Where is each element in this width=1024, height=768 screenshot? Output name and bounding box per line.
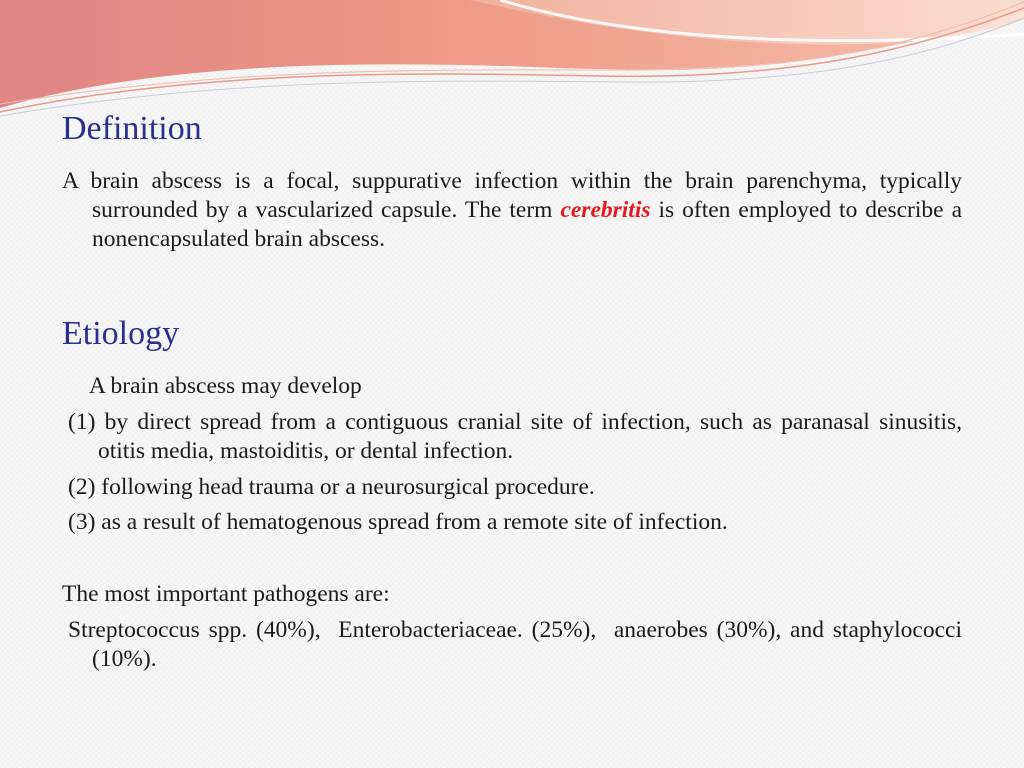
definition-text-start: A brain abscess is a focal, suppurative infection within the brain parenchyma, typically surrounded by a vascularized capsule. The term bbox=[62, 168, 962, 223]
cerebritis-emphasis: cerebritis bbox=[560, 197, 651, 223]
definition-text-end: is often employed to describe a nonencapsulated brain abscess. bbox=[92, 197, 962, 252]
pathogens-list: Streptococcus spp. (40%), Enterobacteriaceae. (25%), anaerobes (30%), and staphylococci (10%). bbox=[68, 617, 968, 672]
etiology-item-1: (1) by direct spread from a contiguous cranial site of infection, such as paranasal sinusitis, otitis media, mastoiditis, or dental infection. bbox=[68, 409, 962, 464]
definition-paragraph bbox=[62, 167, 962, 254]
etiology-heading: Etiology bbox=[62, 315, 180, 352]
etiology-intro: A brain abscess may develop bbox=[89, 373, 362, 399]
etiology-item-2: (2) following head trauma or a neurosurgical procedure. bbox=[68, 474, 595, 500]
etiology-item-3: (3) as a result of hematogenous spread from a remote site of infection. bbox=[68, 509, 728, 535]
definition-heading: Definition bbox=[62, 110, 202, 147]
pathogens-intro: The most important pathogens are: bbox=[62, 581, 390, 607]
